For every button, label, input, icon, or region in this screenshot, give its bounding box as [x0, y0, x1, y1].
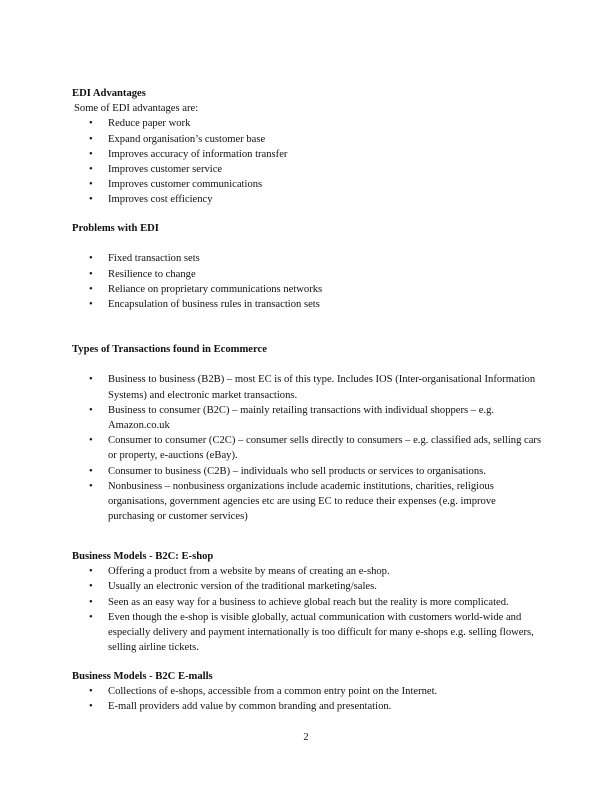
bullet-icon: • — [89, 596, 93, 608]
bullet-icon: • — [89, 701, 93, 713]
list-item-text: Even though the e-shop is visible globally, actual communication with customers world-wide and especially delivery and payment internationally is too difficult for many e-shops e.g. selling flowers, selling airline tickets. — [108, 611, 534, 654]
section-heading: Business Models - B2C E-malls — [72, 671, 213, 682]
bullet-icon: • — [89, 164, 93, 176]
list-item-text: Reduce paper work — [108, 118, 191, 130]
list-item-text: Encapsulation of business rules in transaction sets — [108, 299, 320, 310]
list-item — [72, 132, 542, 147]
bullet-icon: • — [89, 194, 93, 206]
list-item — [72, 433, 542, 463]
list-item — [72, 282, 542, 297]
list-item-text: Collections of e-shops, accessible from a common entry point on the Internet. — [108, 686, 438, 698]
list-item-text: E-mall providers add value by common branding and presentation. — [108, 701, 392, 713]
bullet-icon: • — [89, 148, 93, 160]
list-item-text: Improves customer communications — [108, 179, 263, 191]
bullet-icon: • — [89, 611, 93, 623]
bullet-icon: • — [89, 686, 93, 698]
list-item — [72, 116, 542, 131]
bullet-icon: • — [89, 480, 93, 492]
bullet-icon: • — [89, 299, 93, 310]
list-item — [72, 162, 542, 177]
list-item-text: Improves customer service — [108, 164, 223, 176]
list-item-text: Resilience to change — [108, 268, 196, 280]
bullet-icon: • — [89, 268, 93, 280]
list-item-text: Business to consumer (B2C) – mainly retailing transactions with individual shoppers – e.g. Amazon.co.uk — [108, 404, 495, 431]
list-item-text: Business to business (B2B) – most EC is of this type. Includes IOS (Inter-organisational Information Systems) and electronic market transactions. — [108, 374, 536, 401]
page-number: 2 — [303, 732, 309, 743]
bullet-list — [72, 564, 542, 655]
list-item — [72, 192, 542, 207]
list-item — [72, 595, 542, 610]
section-heading: Business Models - B2C: E-shop — [72, 551, 214, 562]
section-problems-with-edi — [72, 221, 542, 312]
bullet-list — [72, 372, 542, 524]
list-item-text: Improves accuracy of information transfer — [108, 148, 288, 160]
bullet-list — [72, 684, 542, 714]
list-item-text: Fixed transaction sets — [108, 253, 200, 265]
bullet-icon: • — [89, 253, 93, 265]
section-heading: Problems with EDI — [72, 223, 159, 234]
list-item-text: Nonbusiness – nonbusiness organizations include academic institutions, charities, religious organisations, government agencies etc are using EC to reduce their expenses (e.g. improve purchasing or customer services) — [108, 480, 496, 523]
list-item-text: Improves cost efficiency — [108, 194, 213, 206]
bullet-icon: • — [89, 118, 93, 130]
bullet-icon: • — [89, 465, 93, 477]
section-b2c-eshop — [72, 549, 542, 655]
list-item-text: Offering a product from a website by means of creating an e-shop. — [108, 566, 390, 578]
list-item — [72, 147, 542, 162]
list-item — [72, 464, 542, 479]
list-item-text: Consumer to consumer (C2C) – consumer sells directly to consumers – e.g. classified ads, selling cars or property, e-auctions (eBay). — [108, 435, 542, 462]
list-item-text: Reliance on proprietary communications networks — [108, 283, 323, 295]
bullet-icon: • — [89, 566, 93, 578]
list-item — [72, 251, 542, 266]
list-item — [72, 177, 542, 192]
list-item-text: Consumer to business (C2B) – individuals who sell products or services to organisations. — [108, 465, 486, 477]
list-item-text: Seen as an easy way for a business to achieve global reach but the reality is more complicated. — [108, 596, 509, 608]
bullet-icon: • — [89, 374, 93, 386]
list-item-text: Usually an electronic version of the traditional marketing/sales. — [108, 581, 377, 593]
list-item-text: Expand organisation’s customer base — [108, 133, 266, 145]
bullet-list — [72, 251, 542, 312]
section-heading: EDI Advantages — [72, 88, 146, 99]
list-item — [72, 372, 542, 402]
list-item — [72, 579, 542, 594]
list-item — [72, 610, 542, 656]
section-b2c-emalls — [72, 669, 542, 715]
list-item — [72, 267, 542, 282]
list-item — [72, 403, 542, 433]
section-types-of-transactions — [72, 342, 542, 524]
bullet-icon: • — [89, 283, 93, 295]
bullet-icon: • — [89, 404, 93, 416]
list-item — [72, 699, 542, 714]
intro-text: Some of EDI advantages are: — [74, 103, 199, 115]
section-heading: Types of Transactions found in Ecommerce — [72, 344, 267, 355]
list-item — [72, 564, 542, 579]
section-edi-advantages — [72, 86, 542, 208]
list-item — [72, 297, 542, 312]
bullet-icon: • — [89, 581, 93, 593]
bullet-icon: • — [89, 435, 93, 447]
bullet-icon: • — [89, 133, 93, 145]
bullet-icon: • — [89, 179, 93, 191]
list-item — [72, 684, 542, 699]
list-item — [72, 479, 542, 525]
bullet-list — [72, 116, 542, 207]
